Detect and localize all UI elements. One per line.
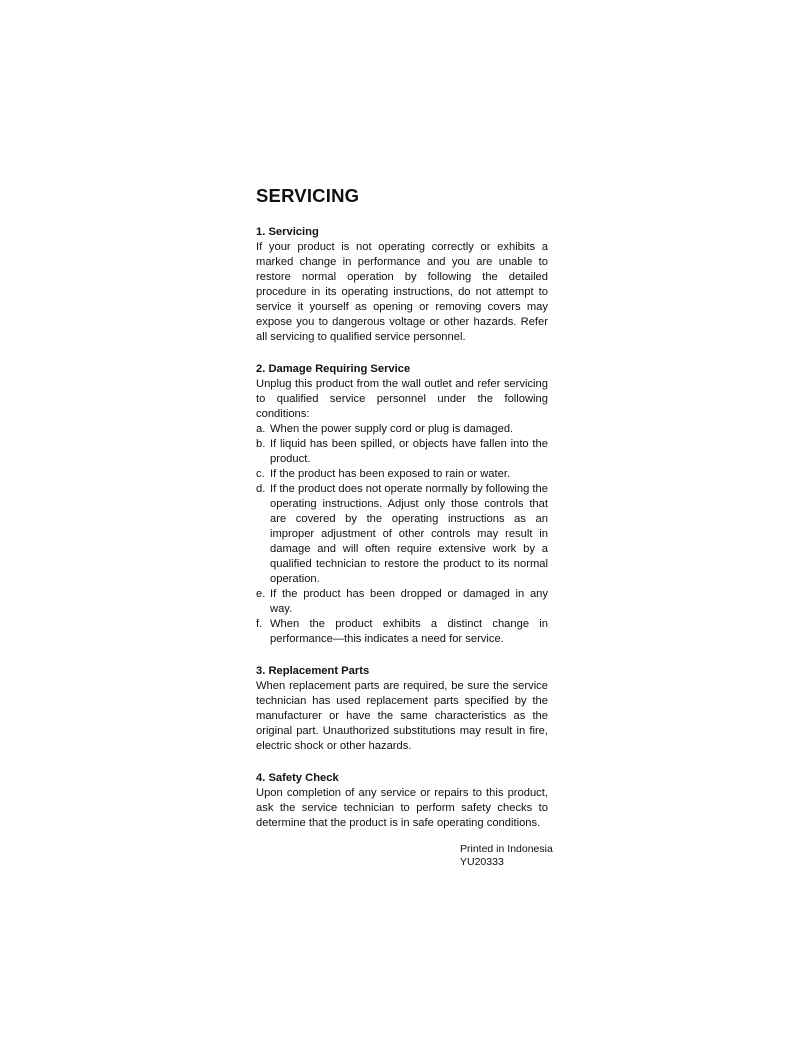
section-body: Unplug this product from the wall outlet and refer servicing to qualified service personnel under the following conditions: <box>256 378 548 420</box>
section-heading: 1. Servicing <box>256 226 319 238</box>
document-code: YU20333 <box>460 856 504 868</box>
section-body: Upon completion of any service or repairs to this product, ask the service technician to perform safety checks to determine that the product is in safe operating conditions. <box>256 787 548 829</box>
list-item <box>256 587 548 617</box>
condition-list <box>256 422 548 647</box>
list-item <box>256 617 548 647</box>
item-text: If the product has been exposed to rain or water. <box>270 468 511 480</box>
print-footer <box>460 843 553 869</box>
section-replacement-parts <box>256 664 548 754</box>
item-text: When the product exhibits a distinct change in performance—this indicates a need for service. <box>270 618 548 645</box>
section-body: When replacement parts are required, be sure the service technician has used replacement parts specified by the manufacturer or have the same characteristics as the original part. Unauthorized substitutions may result in fire, electric shock or other hazards. <box>256 680 548 752</box>
printed-in-label: Printed in Indonesia <box>460 843 553 855</box>
section-heading: 4. Safety Check <box>256 772 339 784</box>
section-safety-check <box>256 771 548 831</box>
list-item <box>256 467 548 482</box>
item-text: When the power supply cord or plug is damaged. <box>270 423 514 435</box>
section-heading: 3. Replacement Parts <box>256 665 370 677</box>
item-letter: e. <box>256 588 266 600</box>
section-body: If your product is not operating correctly or exhibits a marked change in performance and you are unable to restore normal operation by following the detailed procedure in its operating instructions, do not attempt to service it yourself as opening or removing covers may expose you to dangerous voltage or other hazards. Refer all servicing to qualified service personnel. <box>256 241 548 343</box>
document-page <box>256 183 548 848</box>
item-letter: b. <box>256 438 266 450</box>
list-item <box>256 482 548 587</box>
list-item <box>256 437 548 467</box>
item-letter: d. <box>256 483 266 495</box>
page-title: SERVICING <box>256 185 360 206</box>
item-letter: a. <box>256 423 266 435</box>
item-letter: f. <box>256 618 263 630</box>
list-item <box>256 422 548 437</box>
item-letter: c. <box>256 468 265 480</box>
section-damage-requiring-service <box>256 362 548 647</box>
item-text: If liquid has been spilled, or objects have fallen into the product. <box>270 438 548 465</box>
section-heading: 2. Damage Requiring Service <box>256 363 411 375</box>
section-servicing <box>256 225 548 345</box>
item-text: If the product has been dropped or damaged in any way. <box>270 588 548 615</box>
item-text: If the product does not operate normally by following the operating instructions. Adjust only those controls that are covered by the operating instructions as an improper adjustment of other controls may result in damage and will often require extensive work by a qualified technician to restore the product to its normal operation. <box>270 483 548 585</box>
